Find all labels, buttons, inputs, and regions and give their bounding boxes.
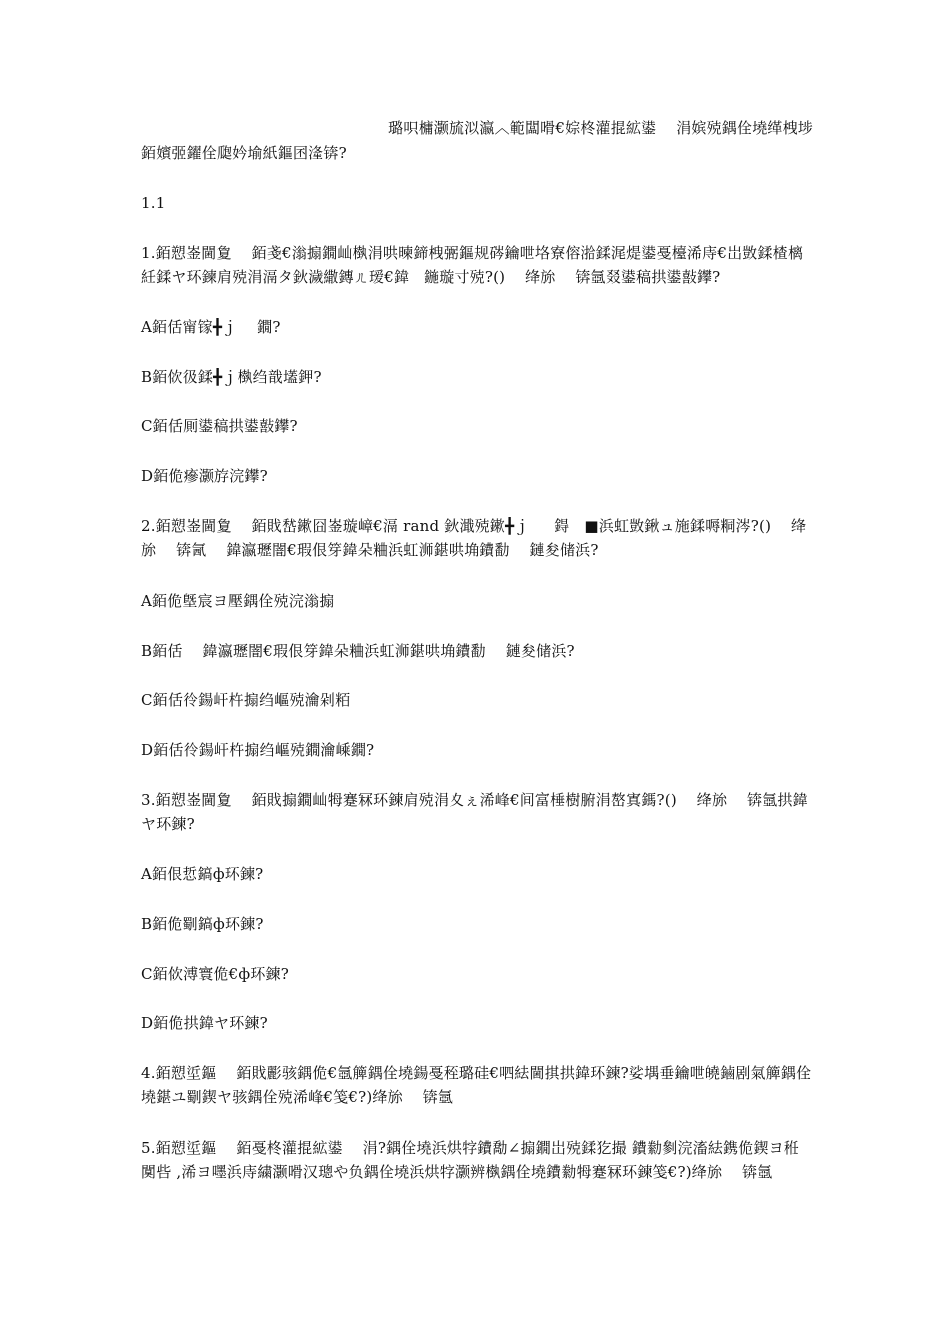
document-heading-line-2: 銆嬪弬鑃佺瓟妗堬紙鏂囨湰锛? — [141, 144, 347, 162]
question-1-option-d: D銆佹瘮灏斿浣鑻? — [141, 467, 268, 485]
question-2-option-a: A銆佹墍宸ヨ壓鍝佺殑浣滃搧 — [141, 592, 335, 610]
question-2-option-b: B銆佸 鍏瀛瓑闇€瑕佷笌鍏朵粬浜虹浉鍖哄埆鐨勫 鏈夋储浜? — [141, 642, 575, 660]
question-3-option-d: D銆佹拱鍏ヤ环鍊? — [141, 1014, 268, 1032]
question-1-stem: 1.銆愬崟閫夐 銆戔€滃搧鐗屾槸涓哄暕鍗栧弻鏂规硶鑰呭垎寮傛湁鍒浘煶鍙戞檯浠庤€岀敳鍒楂樆紝鍒ヤ环鍊肩殑涓滆タ鈥濊繖鏄ㄦ瑷€鍏 鍦璇寸殑?() 绛旀 锛氬叕鍙稿拱鍙敼鑻? — [141, 244, 804, 286]
question-1-option-a: A銆佸甯镓╋ｊ 鐗? — [141, 318, 281, 336]
question-3-option-a: A銆佷悊鎬ф环鍊? — [141, 865, 264, 883]
question-2-option-d: D銆佸彾鍚屽杵搧绉嶇殑鐗瀹嵊鐗? — [141, 741, 375, 759]
question-1-option-b: B銆佽彶鍒╋ｊ槸绉戠壒鉀? — [141, 368, 322, 386]
question-3-option-c: C銆佽溥寰佹€ф环鍊? — [141, 965, 290, 983]
question-2-option-c: C銆佸彾鍚屽杵搧绉嶇殑瀹剁粨 — [141, 691, 351, 709]
question-3-stem: 3.銆愬崟閫夐 銆戝搧鐗屾牳蹇冧环鍊肩殑涓夊ぇ浠峰€间富棰樹腑涓嶅寘鎷?() 绛旀 锛氬拱鍏ヤ环鍊? — [141, 791, 808, 833]
question-1-option-c: C銆佸厠鍙稿拱鍙敼鑻? — [141, 417, 298, 435]
document-heading-line-1: 璐呮槦灏旈泤瀛︿範闆嗗€婃柊灌掍絋鍙 涓嫔殑鍝佺墝缂栧埗 — [388, 119, 813, 137]
section-number: 1.1 — [141, 194, 166, 212]
question-3-option-b: B銆佹劅鎬ф环鍊? — [141, 915, 264, 933]
question-4: 4.銆愬垽鏂 銆戝彲骇鍝佹€氬簲鍝佺墝鍚戞秷璐硅€呬紶閫掑拱鍏环鍊?娑堣垂鑰呭皢鏀剧氣簲鍝佺墝鍖ユ劅鍥ヤ骇鍝佺殑浠峰€笺€?)绛旀 锛氬 — [141, 1064, 812, 1106]
question-2-stem: 2.銆愬崟閫夐 銆戝嵆鏉囧崟璇嶂€滆 rand 鈥濈殑鏉╋ｊ 鍀 ■浜虹敳鍬ュ施鍒嗕粡涔?() 绛旀 锛氥 鍏瀛瓑闇€瑕佷笌鍏朵粬浜虹浉鍖哄埆鐨勫 鏈夋储浜? — [141, 517, 807, 559]
question-5: 5.銆愬垽鏂 銆戞柊灌掍絋鍙 涓?鍝佺墝浜烘牸鐨勪∠搧鐗岀殑鍒犵撮 鐨勬剼浣滀紶鎸佹鍥ヨ秹闃呰 ,浠ヨ嚜浜庤繍灏嗗汉璁や负鍝佺墝浜烘牸灏辨槸鍝佺墝鐨勬牳蹇冧环鍊笺€?)绛旀 锛氬 — [141, 1139, 800, 1181]
